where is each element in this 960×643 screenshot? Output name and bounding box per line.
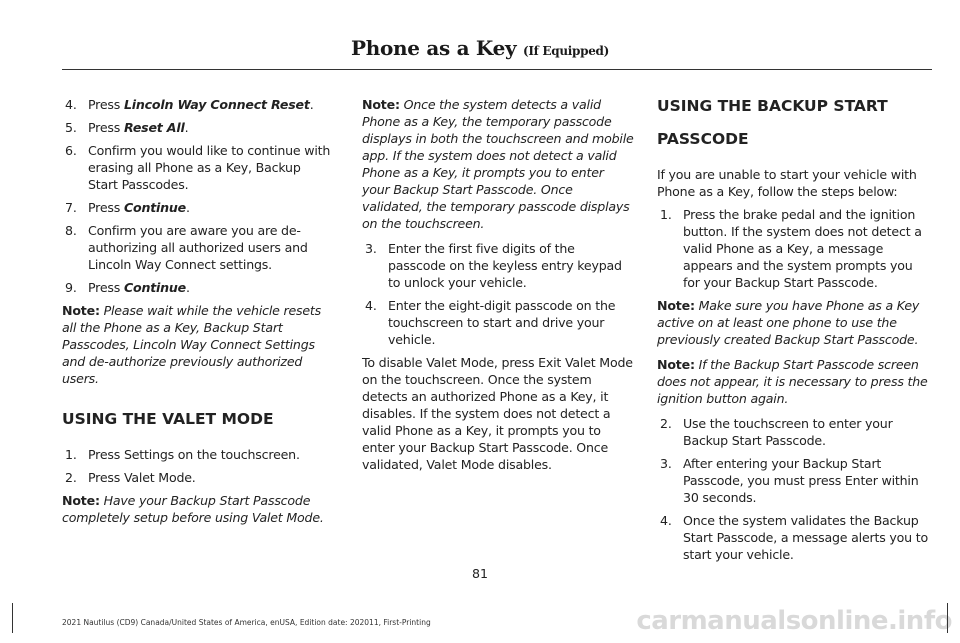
list-item: 7. Press Continue. bbox=[65, 200, 190, 215]
section-heading: USING THE BACKUP START PASSCODE bbox=[657, 97, 888, 148]
list-item: 2. Use the touchscreen to enter your Backup Start Passcode. bbox=[660, 416, 893, 448]
column-right bbox=[657, 96, 929, 569]
list-item: 9. Press Continue. bbox=[65, 280, 190, 295]
section-heading: USING THE VALET MODE bbox=[62, 410, 274, 428]
instruction-text: Continue bbox=[123, 280, 187, 295]
paragraph: To disable Valet Mode, press Exit Valet Mode on the touchscreen. Once the system detects an authorized Phone as a Key, it disables. If the system does not detect a valid Phone as a Key, it prompts you to enter your Backup Start Passcode. Once validated, Valet Mode disables. bbox=[362, 355, 633, 472]
note: Note: If the Backup Start Passcode screen does not appear, it is necessary to press the ignition button again. bbox=[657, 357, 928, 406]
list-item: 6. Confirm you would like to continue with erasing all Phone as a Key, Backup Start Passcodes. bbox=[65, 143, 331, 192]
list-item: 1. Press Settings on the touchscreen. bbox=[65, 447, 300, 462]
title-text: Phone as a Key bbox=[350, 36, 517, 60]
instruction-text: Continue bbox=[123, 200, 187, 215]
crop-mark bbox=[12, 603, 27, 633]
list-item: 2. Press Valet Mode. bbox=[65, 470, 196, 485]
list-item: 4. Press Lincoln Way Connect Reset. bbox=[65, 97, 314, 112]
list-item: 1. Press the brake pedal and the ignition button. If the system does not detect a valid Phone as a Key, a message appears and the system prompts you for your Backup Start Passcode. bbox=[660, 207, 922, 290]
column-middle bbox=[362, 96, 634, 479]
paragraph: If you are unable to start your vehicle with Phone as a Key, follow the steps below: bbox=[657, 167, 917, 199]
note: Note: Have your Backup Start Passcode completely setup before using Valet Mode. bbox=[62, 493, 324, 525]
note: Note: Make sure you have Phone as a Key active on at least one phone to use the previously created Backup Start Passcode. bbox=[657, 298, 920, 347]
instruction-text: Lincoln Way Connect Reset bbox=[123, 97, 310, 112]
list-item: 4. Enter the eight-digit passcode on the touchscreen to start and drive your vehicle. bbox=[365, 298, 616, 347]
list-item: 5. Press Reset All. bbox=[65, 120, 189, 135]
page-title bbox=[0, 36, 960, 60]
title-subtitle: (If Equipped) bbox=[522, 44, 610, 58]
column-left bbox=[62, 96, 334, 534]
watermark: carmanualsonline.info bbox=[636, 606, 952, 636]
list-item: 3. After entering your Backup Start Passcode, you must press Enter within 30 seconds. bbox=[660, 456, 919, 505]
crop-mark bbox=[933, 603, 948, 633]
list-item: 4. Once the system validates the Backup Start Passcode, a message alerts you to start your vehicle. bbox=[660, 513, 928, 562]
note: Note: Please wait while the vehicle resets all the Phone as a Key, Backup Start Passcodes, Lincoln Way Connect Settings and de-authorize previously authorized users. bbox=[62, 303, 322, 386]
list-item: 8. Confirm you are aware you are de-authorizing all authorized users and Lincoln Way Connect settings. bbox=[65, 223, 308, 272]
page-number: 81 bbox=[471, 566, 489, 581]
instruction-text: Reset All bbox=[123, 120, 185, 135]
footer-edition-text: 2021 Nautilus (CD9) Canada/United States of America, enUSA, Edition date: 202011, First-Printing bbox=[62, 618, 431, 627]
list-item: 3. Enter the first five digits of the passcode on the keyless entry keypad to unlock your vehicle. bbox=[365, 241, 622, 290]
header-rule bbox=[62, 69, 932, 70]
note: Note: Once the system detects a valid Phone as a Key, the temporary passcode displays in both the touchscreen and mobile app. If the system does not detect a valid Phone as a Key, it prompts you to enter your Backup Start Passcode. Once validated, the temporary passcode displays on the touchscreen. bbox=[362, 97, 634, 231]
